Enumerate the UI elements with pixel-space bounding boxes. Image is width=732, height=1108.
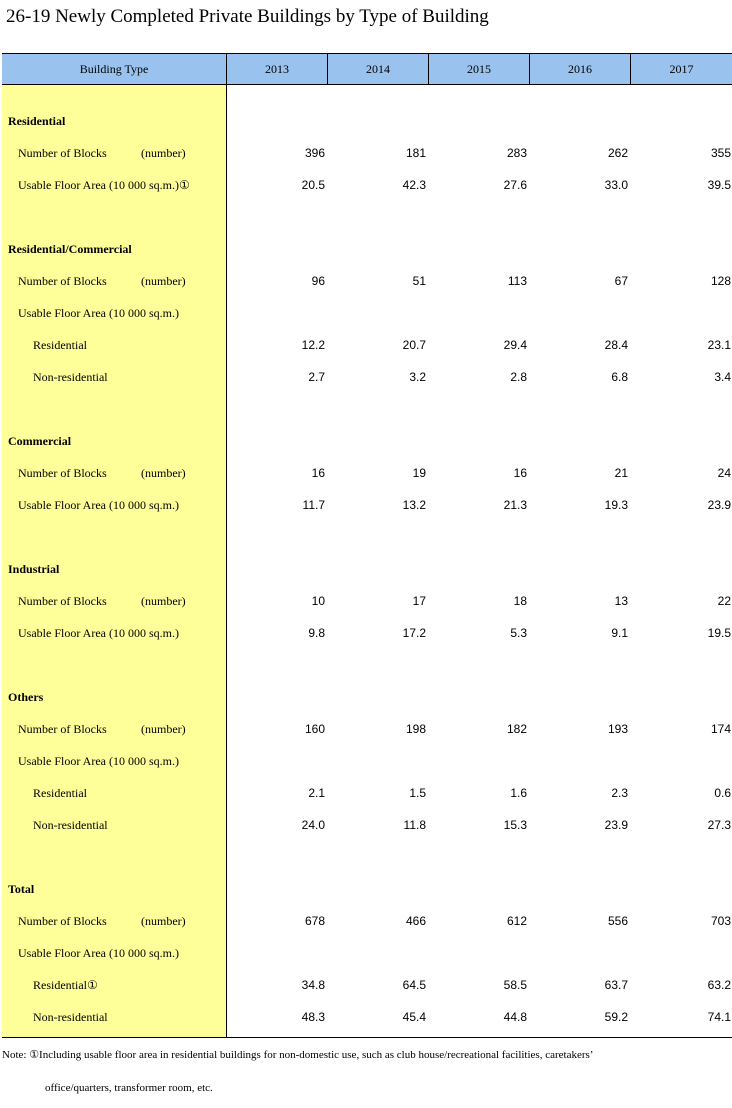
header-year: 2016 xyxy=(529,54,630,84)
row-label: Residential xyxy=(33,338,87,352)
table-cell: 3.4 xyxy=(714,370,731,384)
table-cell: 20.7 xyxy=(402,338,426,352)
table-cell: 24 xyxy=(717,466,731,480)
table-cell: 11.8 xyxy=(403,818,426,832)
table-cell: 34.8 xyxy=(301,978,325,992)
table-cell: 0.6 xyxy=(714,786,731,800)
table-cell: 16 xyxy=(311,466,325,480)
section-title: Residential xyxy=(8,114,66,128)
table-cell: 19.3 xyxy=(604,498,628,512)
table-cell: 6.8 xyxy=(611,370,628,384)
header-year: 2017 xyxy=(630,54,732,84)
table-cell: 9.1 xyxy=(611,626,628,640)
table-cell: 19 xyxy=(412,466,426,480)
section-title: Total xyxy=(8,882,35,896)
row-label: Usable Floor Area (10 000 sq.m.) xyxy=(18,498,179,512)
table-cell: 2.1 xyxy=(308,786,325,800)
table-cell: 63.2 xyxy=(707,978,731,992)
footnote-line-1: Note: ①Including usable floor area in residential buildings for non-domestic use, such as club house/recreational facilities, caretakers’ xyxy=(2,1049,594,1061)
row-label: Residential① xyxy=(33,978,98,992)
table-row xyxy=(2,975,732,995)
table-cell: 1.5 xyxy=(409,786,426,800)
table-row xyxy=(2,591,732,611)
table-bottom-border xyxy=(2,1037,732,1038)
table-cell: 466 xyxy=(405,914,426,928)
section-title: Others xyxy=(8,690,44,704)
table-cell: 283 xyxy=(506,146,527,160)
table-cell: 612 xyxy=(506,914,527,928)
section-title: Commercial xyxy=(8,434,72,448)
table-cell: 182 xyxy=(506,722,527,736)
table-cell: 67 xyxy=(614,274,628,288)
header-year: 2013 xyxy=(226,54,327,84)
row-unit: (number) xyxy=(141,594,186,608)
row-unit: (number) xyxy=(141,146,186,160)
table-cell: 58.5 xyxy=(503,978,527,992)
table-cell: 23.1 xyxy=(707,338,731,352)
table-cell: 29.4 xyxy=(503,338,527,352)
table-row xyxy=(2,463,732,483)
section-row xyxy=(2,879,732,899)
row-label: Usable Floor Area (10 000 sq.m.)① xyxy=(18,178,190,192)
table-row xyxy=(2,943,732,963)
table-row xyxy=(2,367,732,387)
row-label: Non-residential xyxy=(33,370,108,384)
table-cell: 23.9 xyxy=(604,818,628,832)
row-unit: (number) xyxy=(141,914,186,928)
table-cell: 42.3 xyxy=(402,178,426,192)
table-cell: 2.8 xyxy=(510,370,527,384)
table-cell: 24.0 xyxy=(301,818,325,832)
table-cell: 703 xyxy=(710,914,731,928)
section-title: Residential/Commercial xyxy=(8,242,132,256)
table-cell: 44.8 xyxy=(503,1010,527,1024)
table-cell: 19.5 xyxy=(707,626,731,640)
table-row xyxy=(2,143,732,163)
row-label: Number of Blocks xyxy=(18,722,107,736)
table-cell: 64.5 xyxy=(402,978,426,992)
row-label: Number of Blocks xyxy=(18,466,107,480)
data-table xyxy=(2,53,732,1038)
table-cell: 45.4 xyxy=(402,1010,426,1024)
table-cell: 13.2 xyxy=(402,498,426,512)
header-year: 2015 xyxy=(428,54,529,84)
table-row xyxy=(2,1007,732,1027)
table-cell: 96 xyxy=(311,274,325,288)
table-cell: 5.3 xyxy=(510,626,527,640)
table-row xyxy=(2,783,732,803)
table-cell: 17 xyxy=(412,594,426,608)
table-cell: 15.3 xyxy=(503,818,527,832)
table-cell: 193 xyxy=(607,722,628,736)
header-year: 2014 xyxy=(327,54,428,84)
table-row xyxy=(2,623,732,643)
table-cell: 74.1 xyxy=(707,1010,731,1024)
section-title: Industrial xyxy=(8,562,60,576)
table-cell: 21 xyxy=(614,466,628,480)
table-row xyxy=(2,495,732,515)
table-cell: 174 xyxy=(710,722,731,736)
row-label: Number of Blocks xyxy=(18,274,107,288)
table-cell: 396 xyxy=(304,146,325,160)
table-cell: 59.2 xyxy=(604,1010,628,1024)
header-building-type: Building Type xyxy=(79,62,149,76)
table-cell: 51 xyxy=(412,274,426,288)
table-row xyxy=(2,303,732,323)
table-header xyxy=(2,53,732,85)
row-label: Non-residential xyxy=(33,818,108,832)
table-cell: 2.3 xyxy=(611,786,628,800)
table-cell: 63.7 xyxy=(604,978,628,992)
row-label: Usable Floor Area (10 000 sq.m.) xyxy=(18,626,179,640)
table-cell: 17.2 xyxy=(402,626,426,640)
table-row xyxy=(2,271,732,291)
table-cell: 12.2 xyxy=(301,338,325,352)
table-cell: 3.2 xyxy=(409,370,426,384)
table-cell: 678 xyxy=(304,914,325,928)
table-cell: 18 xyxy=(513,594,527,608)
row-label: Non-residential xyxy=(33,1010,108,1024)
row-label: Residential xyxy=(33,786,87,800)
table-cell: 181 xyxy=(405,146,426,160)
table-cell: 556 xyxy=(607,914,628,928)
row-label: Usable Floor Area (10 000 sq.m.) xyxy=(18,946,179,960)
table-cell: 2.7 xyxy=(308,370,325,384)
table-cell: 27.6 xyxy=(503,178,527,192)
table-cell: 20.5 xyxy=(301,178,325,192)
table-cell: 39.5 xyxy=(707,178,731,192)
section-row xyxy=(2,559,732,579)
row-label: Usable Floor Area (10 000 sq.m.) xyxy=(18,306,179,320)
table-cell: 113 xyxy=(507,274,527,288)
table-cell: 48.3 xyxy=(301,1010,325,1024)
table-cell: 355 xyxy=(710,146,731,160)
row-label: Usable Floor Area (10 000 sq.m.) xyxy=(18,754,179,768)
section-row xyxy=(2,239,732,259)
table-row xyxy=(2,335,732,355)
table-cell: 1.6 xyxy=(510,786,527,800)
section-row xyxy=(2,687,732,707)
table-cell: 16 xyxy=(513,466,527,480)
row-label: Number of Blocks xyxy=(18,594,107,608)
table-row xyxy=(2,175,732,195)
footnote-line-2: office/quarters, transformer room, etc. xyxy=(45,1082,213,1094)
row-label: Number of Blocks xyxy=(18,146,107,160)
section-row xyxy=(2,111,732,131)
table-cell: 27.3 xyxy=(707,818,731,832)
table-cell: 11.7 xyxy=(302,498,325,512)
row-label: Number of Blocks xyxy=(18,914,107,928)
table-cell: 198 xyxy=(405,722,426,736)
table-cell: 10 xyxy=(311,594,325,608)
table-cell: 23.9 xyxy=(707,498,731,512)
table-cell: 33.0 xyxy=(604,178,628,192)
page-title: 26-19 Newly Completed Private Buildings by Type of Building xyxy=(6,6,489,27)
table-row xyxy=(2,815,732,835)
table-cell: 21.3 xyxy=(503,498,527,512)
table-cell: 9.8 xyxy=(308,626,325,640)
table-cell: 160 xyxy=(304,722,325,736)
table-cell: 13 xyxy=(614,594,628,608)
table-cell: 262 xyxy=(607,146,628,160)
table-cell: 28.4 xyxy=(604,338,628,352)
table-cell: 22 xyxy=(717,594,731,608)
table-row xyxy=(2,719,732,739)
row-unit: (number) xyxy=(141,274,186,288)
section-row xyxy=(2,431,732,451)
table-row xyxy=(2,751,732,771)
row-unit: (number) xyxy=(141,722,186,736)
row-unit: (number) xyxy=(141,466,186,480)
table-row xyxy=(2,911,732,931)
table-cell: 128 xyxy=(710,274,731,288)
